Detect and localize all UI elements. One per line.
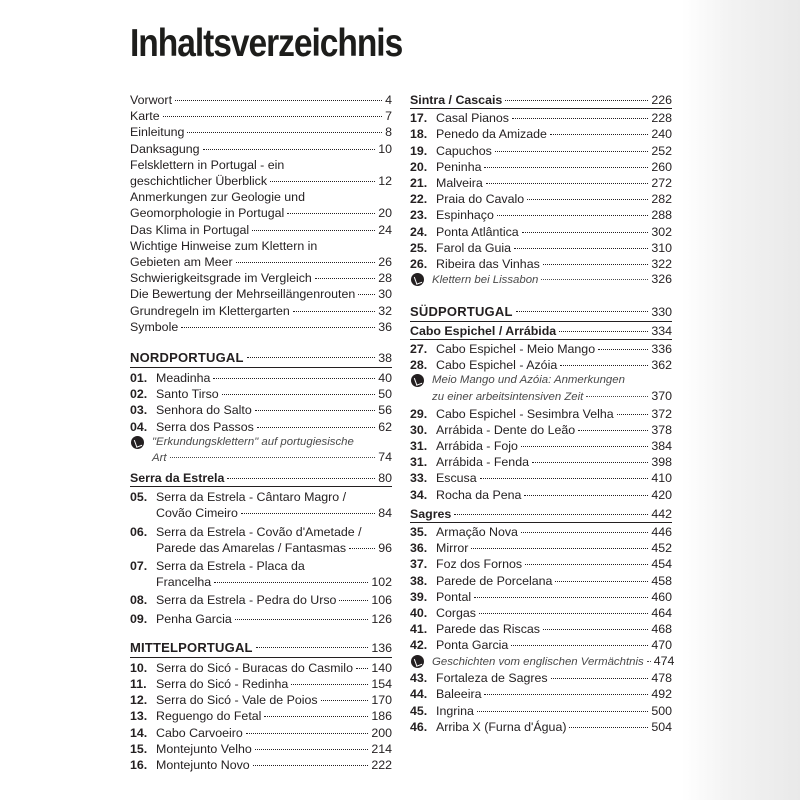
toc-entry[interactable]: 31. Arrábida - Fenda 398 [410, 455, 672, 470]
toc-entry[interactable]: 09. Penha Garcia 126 [130, 611, 392, 626]
toc-entry[interactable]: 12. Serra do Sicó - Vale de Poios 170 [130, 693, 392, 708]
toc-entry[interactable]: Das Klima in Portugal 24 [130, 222, 392, 237]
toc-entry[interactable]: 08. Serra da Estrela - Pedra do Urso 106 [130, 593, 392, 608]
toc-entry[interactable]: Grundregeln im Klettergarten 32 [130, 303, 392, 318]
toc-entry[interactable]: 05. Serra da Estrela - Cântaro Magro / Covão Cimeiro 84 [130, 490, 392, 521]
toc-entry[interactable]: 10. Serra do Sicó - Buracas do Casmilo 140 [130, 660, 392, 675]
toc-entry[interactable]: 41. Parede das Riscas 468 [410, 622, 672, 637]
section-heading-nordportugal[interactable]: NORDPORTUGAL 38 [130, 349, 392, 368]
toc-entry[interactable]: 39. Pontal 460 [410, 589, 672, 604]
toc-entry[interactable]: Anmerkungen zur Geologie und Geomorphologie in Portugal 20 [130, 190, 392, 221]
section-heading-mittelportugal[interactable]: MITTELPORTUGAL 136 [130, 639, 392, 658]
note-icon [411, 655, 424, 668]
toc-entry[interactable]: Vorwort 4 [130, 93, 392, 107]
toc-entry[interactable]: 06. Serra da Estrela - Covão d'Ametade / Parede das Amarelas / Fantasmas 96 [130, 524, 392, 555]
toc-note-entry[interactable]: Geschichten vom englischen Vermächtnis 474 [410, 654, 672, 671]
toc-entry[interactable]: Wichtige Hinweise zum Klettern in Gebieten am Meer 26 [130, 238, 392, 270]
subsection-heading-cabo-espichel-arrabida[interactable]: Cabo Espichel / Arrábida 334 [410, 323, 672, 340]
toc-note-entry[interactable]: Meio Mango und Azóia: Anmerkungen zu einer arbeitsintensiven Zeit 370 [410, 373, 672, 405]
toc-entry[interactable]: 02. Santo Tirso 50 [130, 387, 392, 402]
page-title: Inhaltsverzeichnis [130, 22, 403, 65]
toc-left-column [130, 92, 392, 773]
toc-entry[interactable]: 07. Serra da Estrela - Placa da Francelha 102 [130, 559, 392, 590]
toc-entry[interactable]: 25. Farol da Guia 310 [410, 240, 672, 255]
toc-entry[interactable]: 18. Penedo da Amizade 240 [410, 127, 672, 142]
toc-entry[interactable]: 43. Fortaleza de Sagres 478 [410, 671, 672, 686]
toc-entry[interactable]: 38. Parede de Porcelana 458 [410, 573, 672, 588]
toc-entry[interactable]: 03. Senhora do Salto 56 [130, 403, 392, 418]
toc-right-column [410, 92, 675, 735]
sintra-list [410, 110, 672, 289]
toc-note-entry[interactable]: Klettern bei Lissabon 326 [410, 272, 672, 289]
toc-entry[interactable]: 16. Montejunto Novo 222 [130, 758, 392, 773]
toc-entry[interactable]: 15. Montejunto Velho 214 [130, 741, 392, 756]
toc-entry[interactable]: 14. Cabo Carvoeiro 200 [130, 725, 392, 740]
toc-entry[interactable]: Felsklettern in Portugal - ein geschichtlicher Überblick 12 [130, 157, 392, 189]
toc-entry[interactable]: 26. Ribeira das Vinhas 322 [410, 257, 672, 272]
toc-entry[interactable]: 35. Armação Nova 446 [410, 525, 672, 540]
toc-entry[interactable]: 31. Arrábida - Fojo 384 [410, 439, 672, 454]
note-icon [411, 273, 424, 286]
toc-entry[interactable]: 24. Ponta Atlântica 302 [410, 224, 672, 239]
toc-entry[interactable]: 20. Peninha 260 [410, 159, 672, 174]
toc-entry[interactable]: Die Bewertung der Mehrseillängenrouten 30 [130, 287, 392, 302]
section-heading-suedportugal[interactable]: SÜDPORTUGAL 330 [410, 303, 672, 322]
toc-entry[interactable]: 30. Arrábida - Dente do Leão 378 [410, 422, 672, 437]
toc-entry[interactable]: Symbole 36 [130, 319, 392, 334]
toc-entry[interactable]: 36. Mirror 452 [410, 541, 672, 556]
toc-entry[interactable]: 17. Casal Pianos 228 [410, 111, 672, 126]
toc-entry[interactable]: 04. Serra dos Passos 62 [130, 419, 392, 434]
toc-entry[interactable]: 40. Corgas 464 [410, 606, 672, 621]
toc-entry[interactable]: 44. Baleeira 492 [410, 687, 672, 702]
toc-entry[interactable]: 33. Escusa 410 [410, 471, 672, 486]
note-icon [131, 436, 144, 449]
toc-entry[interactable]: 23. Espinhaço 288 [410, 208, 672, 223]
toc-entry[interactable]: Karte 7 [130, 109, 392, 124]
subsection-heading-serra-da-estrela[interactable]: Serra da Estrela 80 [130, 470, 392, 487]
toc-entry[interactable]: 19. Capuchos 252 [410, 143, 672, 158]
subsection-heading-sintra-cascais[interactable]: Sintra / Cascais 226 [410, 92, 672, 109]
toc-entry[interactable]: 34. Rocha da Pena 420 [410, 487, 672, 502]
subsection-heading-sagres[interactable]: Sagres 442 [410, 506, 672, 523]
toc-entry[interactable]: 28. Cabo Espichel - Azóia 362 [410, 358, 672, 373]
toc-entry[interactable]: 22. Praia do Cavalo 282 [410, 192, 672, 207]
toc-entry[interactable]: 46. Arriba X (Furna d'Água) 504 [410, 719, 672, 734]
page-edge-shade [682, 0, 800, 800]
toc-note-entry[interactable]: "Erkundungsklettern" auf portugiesische Art 74 [130, 435, 392, 467]
toc-entry[interactable]: 01. Meadinha 40 [130, 371, 392, 386]
toc-entry[interactable]: Danksagung 10 [130, 141, 392, 156]
intro-list [130, 92, 392, 335]
toc-entry[interactable]: Schwierigkeitsgrade im Vergleich 28 [130, 271, 392, 286]
toc-entry[interactable]: 11. Serra do Sicó - Redinha 154 [130, 677, 392, 692]
toc-entry[interactable]: 27. Cabo Espichel - Meio Mango 336 [410, 342, 672, 357]
sagres-list [410, 524, 675, 735]
note-icon [411, 374, 424, 387]
sued-list [410, 341, 672, 503]
toc-entry[interactable]: 45. Ingrina 500 [410, 703, 672, 718]
toc-entry[interactable]: 42. Ponta Garcia 470 [410, 638, 672, 653]
toc-entry[interactable]: 13. Reguengo do Fetal 186 [130, 709, 392, 724]
toc-entry[interactable]: 29. Cabo Espichel - Sesimbra Velha 372 [410, 406, 672, 421]
toc-entry[interactable]: 21. Malveira 272 [410, 176, 672, 191]
mittel-list [130, 660, 392, 773]
toc-entry[interactable]: Einleitung 8 [130, 125, 392, 140]
nord-list [130, 370, 392, 627]
toc-entry[interactable]: 37. Foz dos Fornos 454 [410, 557, 672, 572]
